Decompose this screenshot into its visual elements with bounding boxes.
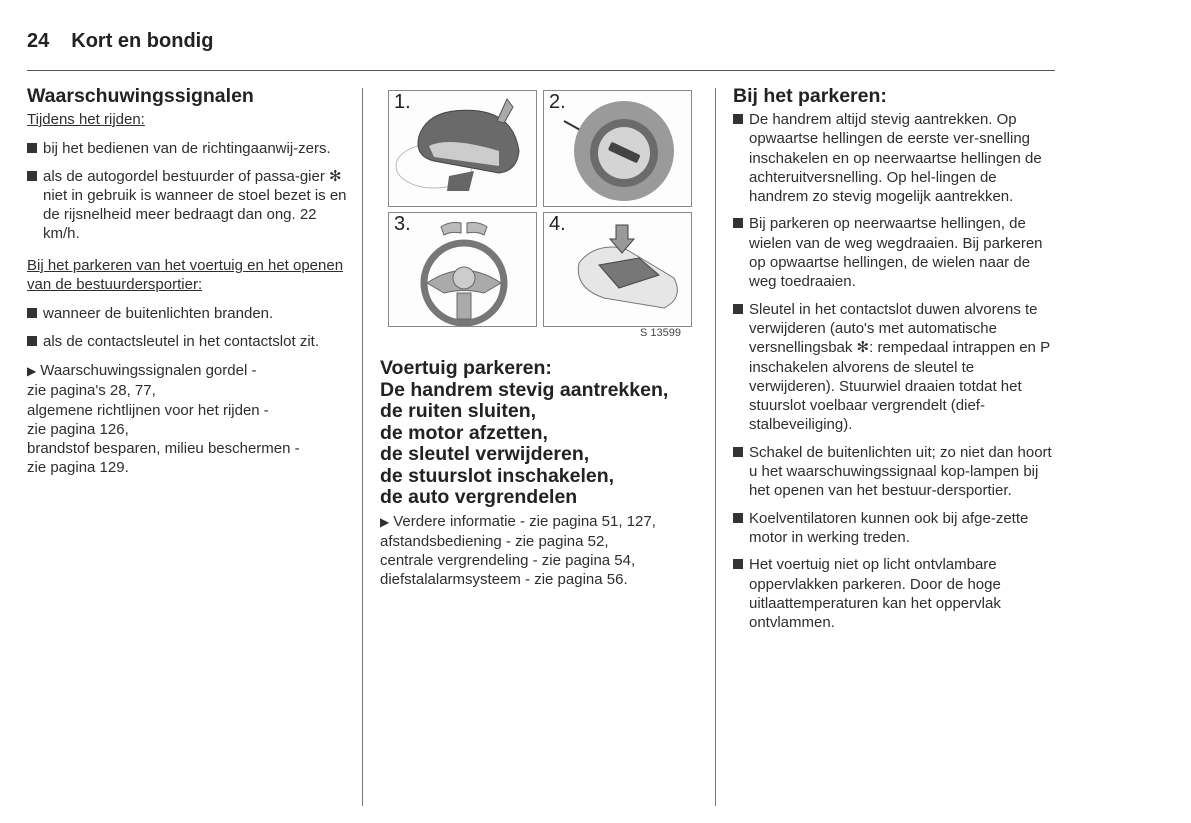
subheading: Tijdens het rijden [27,111,141,128]
heading-line: de auto vergrendelen [380,486,578,508]
column-divider [362,88,363,806]
section-title: Bij het parkeren: [733,85,887,107]
figure-steering-wheel [388,212,537,327]
list-item: Bij parkeren op neerwaartse hellingen, de wielen van de weg wegdraaien. Bij parkeren op opwaartse hellingen, de wielen naar de weg toedraaien. [733,214,1058,291]
arrow-icon: ▶ [380,514,390,529]
column-divider [715,88,716,806]
figure-label: 1. [394,91,411,113]
page-title: Kort en bondig [71,30,214,52]
list-item: De handrem altijd stevig aantrekken. Op opwaartse hellingen de eerste ver-snelling inschakelen en op neerwaartse hellingen de achteruitversnelling. Op hel-lingen de handrem zo stevig mogelijk aantrekken. [733,110,1058,206]
left-column: Waarschuwingssignalen Tijdens het rijden: bij het bedienen van de richtingaanwij-zers. als de autogordel bestuurder of passa-gier ✻ niet in gebruik is wanneer de stoel bezet is en de rijsnelheid meer bedraagt dan ong. 22 km/h. Bij het parkeren van het voertuig en het openen van de bestuurdersportier: wanneer de buitenlichten branden. als de contactsleutel in het contactslot zit. ▶ Waarschuwingssignalen gordel - zie pagina's 28, 77, algemene richtlijnen voor het rijden - zie pagina 126, brandstof besparen, milieu beschermen - zie pagina 129. [27,85,347,477]
subheading: Bij het parkeren van het voertuig en het openen van de bestuurdersportier [27,256,344,294]
figure-key-remote [543,212,692,327]
heading-line: De handrem stevig aantrekken, [380,378,669,401]
figure-handbrake [388,90,537,207]
page-header [27,30,213,53]
key-remote-illustration [544,213,691,326]
figure-label: 4. [549,213,566,235]
reference-text: afstandsbediening - zie pagina 52, [380,532,609,550]
arrow-icon: ▶ [27,363,37,378]
heading-line: de ruiten sluiten, [380,400,537,422]
list-item: Sleutel in het contactslot duwen alvorens te verwijderen (auto's met automatische versnellingsbak ✻: rempedaal intrappen en P inschakelen alvorens de sleutel te verwijderen). Stuurwiel draaien totdat het stuurslot voelbaar vergrendelt (dief-stalbeveiliging). [733,300,1058,435]
heading-line: de sleutel verwijderen, [380,443,590,465]
handbrake-illustration [389,91,536,206]
figure-code: S 13599 [640,327,681,339]
reference-text: zie pagina 126, [27,420,129,438]
reference-text: zie pagina's 28, 77, [27,382,156,400]
list-item: Koelventilatoren kunnen ook bij afge-zette motor in werking treden. [733,509,1058,548]
figure-label: 3. [394,213,411,235]
figure-ignition [543,90,692,207]
reference-text: brandstof besparen, milieu beschermen - [27,440,300,458]
reference-text: diefstalalarmsysteem - zie pagina 56. [380,571,628,589]
heading-line: Voertuig parkeren: [380,357,552,379]
list-item: Schakel de buitenlichten uit; zo niet dan hoort u het waarschuwingssignaal kop-lampen bij het openen van het bestuur-dersportier. [733,443,1058,501]
list-item: wanneer de buitenlichten branden. [27,304,347,323]
steering-wheel-illustration [389,213,536,326]
right-column [733,84,1058,640]
heading-line: de stuurslot inschakelen, [380,464,615,487]
ignition-lock-illustration [544,91,691,206]
cross-references [380,512,710,590]
list-item: als de autogordel bestuurder of passa-gier ✻ niet in gebruik is wanneer de stoel bezet is en de rijsnelheid meer bedraagt dan ong. 22 km/h. [27,167,347,244]
reference-text: centrale vergrendeling - zie pagina 54, [380,552,636,570]
list-item: Het voertuig niet op licht ontvlambare oppervlakken parkeren. Door de hoge uitlaattemperaturen kan het oppervlak ontvlammen. [733,555,1058,632]
figure-label: 2. [549,91,566,113]
reference-text: algemene richtlijnen voor het rijden - [27,401,269,419]
list-item: als de contactsleutel in het contactslot zit. [27,332,347,351]
reference-text: Verdere informatie - zie pagina 51, 127, [393,512,656,530]
list-item: bij het bedienen van de richtingaanwij-zers. [27,139,347,158]
header-rule [27,70,1055,71]
cross-references [27,361,347,478]
reference-text: Waarschuwingssignalen gordel - [40,361,257,379]
parking-steps-heading [380,358,710,509]
page-number: 24 [27,30,50,52]
heading-line: de motor afzetten, [380,421,548,444]
reference-text: zie pagina 129. [27,459,129,477]
section-title: Waarschuwingssignalen [27,85,254,107]
middle-column-text [380,358,710,590]
